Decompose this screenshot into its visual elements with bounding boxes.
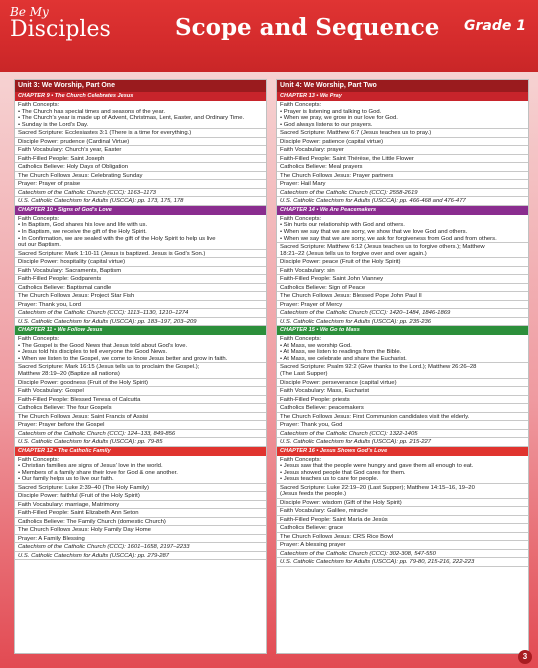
row-text: • Jesus showed people that God cares for them.: [280, 469, 406, 476]
table-row: [15, 250, 266, 259]
row-text: Faith Concepts:: [18, 336, 60, 343]
table-row: [15, 509, 266, 518]
row-text: • Our family helps us to live our faith.: [18, 476, 114, 483]
table-row: [277, 533, 528, 542]
row-text: Faith Concepts:: [18, 102, 60, 108]
row-text: Sacred Scripture: Luke 22:19–20 (Last Supper); Matthew 14:15–16, 19–20: [280, 484, 475, 491]
row-text: Catholics Believe: The Family Church (domestic Church): [18, 518, 166, 525]
row-text: Catechism of the Catholic Church (CCC): 2558-2619: [280, 189, 418, 196]
row-text: Prayer: Prayer of Mercy: [280, 301, 343, 308]
row-text: Catholics Believe: Baptismal candle: [18, 284, 112, 291]
chapter-heading: CHAPTER 11 • We Follow Jesus: [15, 326, 266, 335]
row-text: The Church Follows Jesus: CRS Rice Bowl: [280, 533, 393, 540]
row-text: U.S. Catholic Catechism for Adults (USCCA): pp. 183–197, 203–209: [18, 318, 197, 325]
row-text: Disciple Power: prudence (Cardinal Virtue): [18, 138, 130, 145]
row-text: Faith-Filled People: priests: [280, 396, 350, 403]
table-row: [15, 309, 266, 318]
row-text: The Church Follows Jesus: Prayer partners: [280, 172, 394, 179]
table-row: [15, 163, 266, 172]
table-row: [277, 189, 528, 198]
table-row: [15, 189, 266, 198]
table-row: [15, 172, 266, 181]
table-row: [15, 456, 266, 484]
table-row: [277, 215, 528, 243]
chapter-heading: CHAPTER 13 • We Pray: [277, 92, 528, 101]
table-row: [15, 318, 266, 327]
header-banner: [0, 0, 538, 72]
row-text: Faith Concepts:: [280, 456, 322, 463]
table-row: [15, 146, 266, 155]
table-row: [15, 258, 266, 267]
row-text: Faith Vocabulary: Galilee, miracle: [280, 508, 368, 515]
table-row: [277, 138, 528, 147]
row-text: Sacred Scripture: Psalm 92:2 (Give thanks to the Lord.); Matthew 26:26–28: [280, 364, 477, 371]
table-row: [15, 301, 266, 310]
row-text: Prayer: A Family Blessing: [18, 535, 85, 542]
row-text: Catholics Believe: The four Gospels: [18, 405, 112, 412]
table-row: [277, 180, 528, 189]
table-row: [277, 335, 528, 363]
row-text: • Members of a family share their love for God & one another.: [18, 469, 178, 476]
row-text: • In Confirmation, we are sealed with the gift of the Holy Spirit to help us live: [18, 235, 216, 242]
row-text: (Jesus feeds the people.): [280, 491, 347, 498]
row-text: • When we say that we are sorry, we ask for forgiveness from God and from others.: [280, 235, 497, 242]
row-text: • When we say that we are sorry, we show that we love God and others.: [280, 228, 468, 235]
table-row: [277, 267, 528, 276]
chapter-heading: CHAPTER 10 • Signs of God’s Love: [15, 206, 266, 215]
row-text: U.S. Catholic Catechism for Adults (USCCA): pp. 79-85: [18, 439, 163, 446]
row-text: • Jesus saw that the people were hungry and gave them all enough to eat.: [280, 463, 474, 470]
table-row: [277, 541, 528, 550]
chapter-heading: CHAPTER 16 • Jesus Shows God’s Love: [277, 447, 528, 456]
row-text: out our Baptism.: [18, 242, 61, 249]
row-text: Catholics Believe: Meal prayers: [280, 164, 363, 171]
row-text: Disciple Power: patience (capital virtue): [280, 138, 384, 145]
row-text: Matthew 28:19–20 (Baptize all nations): [18, 371, 120, 378]
table-row: [15, 129, 266, 138]
table-row: [277, 524, 528, 533]
row-text: Prayer: Thank you, Lord: [18, 301, 82, 308]
be-my-disciples-logo: [10, 6, 111, 42]
row-text: Catechism of the Catholic Church (CCC): 1113–1130, 1210–1274: [18, 310, 189, 317]
row-text: Disciple Power: perseverance (capital virtue): [280, 379, 397, 386]
table-row: [15, 138, 266, 147]
row-text: • The Gospel is the Good News that Jesus told about God’s love.: [18, 342, 188, 349]
row-text: The Church Follows Jesus: Holy Family Day Home: [18, 527, 151, 534]
row-text: Disciple Power: hospitality (capital virtue): [18, 259, 126, 266]
table-row: [277, 129, 528, 138]
row-text: U.S. Catholic Catechism for Adults (USCCA): pp. 235-236: [280, 318, 432, 325]
table-row: [15, 101, 266, 129]
table-row: [277, 413, 528, 422]
table-row: [277, 318, 528, 327]
row-text: Prayer: Prayer before the Gospel: [18, 422, 105, 429]
table-row: [15, 284, 266, 293]
table-row: [277, 396, 528, 405]
row-text: Faith-Filled People: Saint María de Jesús: [280, 516, 388, 523]
table-row: [15, 215, 266, 250]
row-text: Catechism of the Catholic Church (CCC): 302-308, 547-550: [280, 550, 436, 557]
row-text: • The Church’s year is made up of Advent, Christmas, Lent, Easter, and Ordinary Time.: [18, 115, 245, 122]
table-row: [15, 363, 266, 378]
row-text: • When we pray, we grow in our love for God.: [280, 115, 398, 122]
chapter-heading: CHAPTER 9 • The Church Celebrates Jesus: [15, 92, 266, 101]
row-text: Catholics Believe: Sign of Peace: [280, 284, 366, 291]
row-text: Catechism of the Catholic Church (CCC): 1322-1405: [280, 430, 418, 437]
row-text: Catholics Believe: Holy Days of Obligation: [18, 164, 129, 171]
row-text: Faith-Filled People: Saint Thérèse, the Little Flower: [280, 155, 414, 162]
table-row: [15, 292, 266, 301]
row-text: Faith-Filled People: Saint John Vianney: [280, 276, 384, 283]
table-row: [277, 309, 528, 318]
row-text: The Church Follows Jesus: Project Star Fish: [18, 293, 135, 300]
table-row: [277, 516, 528, 525]
table-row: [277, 421, 528, 430]
row-text: 18:21–22 (Jesus tells us to forgive over and over again.): [280, 250, 427, 257]
row-text: • In Baptism, we receive the gift of the Holy Spirit.: [18, 228, 147, 235]
row-text: Catholics Believe: peacemakers: [280, 405, 364, 412]
table-row: [15, 387, 266, 396]
row-text: Sacred Scripture: Ecclesiastes 3:1 (There is a time for everything.): [18, 130, 192, 137]
table-row: [277, 558, 528, 567]
unit-heading: Unit 4: We Worship, Part Two: [277, 80, 528, 92]
row-text: Faith Vocabulary: Mass, Eucharist: [280, 388, 370, 395]
table-row: [15, 543, 266, 552]
row-text: Prayer: Thank you, God: [280, 422, 343, 429]
row-text: Catechism of the Catholic Church (CCC): 1601–1658, 2197–2233: [18, 544, 190, 551]
row-text: U.S. Catholic Catechism for Adults (USCCA): pp. 173, 175, 178: [18, 198, 184, 205]
table-row: [15, 396, 266, 405]
row-text: Faith-Filled People: Saint Joseph: [18, 155, 105, 162]
row-text: Disciple Power: goodness (Fruit of the Holy Spirit): [18, 379, 148, 386]
row-text: Faith Vocabulary: prayer: [280, 147, 344, 154]
row-text: Catechism of the Catholic Church (CCC): 1420–1484, 1846-1869: [280, 310, 451, 317]
row-text: Faith Vocabulary: Church’s year, Easter: [18, 147, 122, 154]
row-text: Disciple Power: peace (Fruit of the Holy Spirit): [280, 259, 401, 266]
row-text: Sacred Scripture: Mark 16:15 (Jesus tells us to proclaim the Gospel.);: [18, 364, 200, 371]
row-text: Faith Vocabulary: marriage, Matrimony: [18, 501, 120, 508]
table-row: [15, 267, 266, 276]
row-text: Faith Concepts:: [18, 215, 60, 222]
row-text: • Prayer is listening and talking to God.: [280, 108, 382, 115]
row-text: • Jesus teaches us to care for people.: [280, 476, 379, 483]
row-text: Faith-Filled People: Godparents: [18, 276, 102, 283]
table-row: [277, 363, 528, 378]
page-number: 3: [518, 650, 532, 664]
row-text: Faith-Filled People: Blessed Teresa of Calcutta: [18, 396, 141, 403]
row-text: Faith-Filled People: Saint Elizabeth Ann Seton: [18, 510, 139, 517]
table-row: [15, 518, 266, 527]
row-text: Faith Concepts:: [18, 456, 60, 463]
row-text: • When we listen to the Gospel, we come to know Jesus better and grow in faith.: [18, 355, 228, 362]
row-text: U.S. Catholic Catechism for Adults (USCCA): pp. 279-287: [18, 552, 170, 559]
table-row: [15, 379, 266, 388]
table-row: [277, 387, 528, 396]
table-row: [277, 284, 528, 293]
table-row: [15, 501, 266, 510]
table-row: [277, 197, 528, 206]
row-text: Sacred Scripture: Matthew 6:7 (Jesus teaches us to pray.): [280, 130, 432, 137]
row-text: • At Mass, we celebrate and share the Eucharist.: [280, 355, 407, 362]
table-row: [15, 526, 266, 535]
row-text: • At Mass, we listen to readings from the Bible.: [280, 349, 402, 356]
table-row: [277, 243, 528, 258]
table-row: [15, 335, 266, 363]
row-text: The Church Follows Jesus: Celebrating Sunday: [18, 172, 143, 179]
row-text: • Christian families are signs of Jesus’ love in the world.: [18, 463, 163, 470]
table-row: [15, 535, 266, 544]
table-row: [277, 484, 528, 499]
table-row: [277, 379, 528, 388]
row-text: U.S. Catholic Catechism for Adults (USCCA): pp. 79-80, 215-216, 222-223: [280, 559, 475, 566]
unit-heading: Unit 3: We Worship, Part One: [15, 80, 266, 92]
table-row: [15, 430, 266, 439]
table-row: [15, 404, 266, 413]
unit-3-column: [14, 79, 267, 654]
table-row: [277, 301, 528, 310]
table-row: [15, 413, 266, 422]
logo-top-text: Be My: [10, 5, 49, 19]
table-row: [15, 197, 266, 206]
row-text: U.S. Catholic Catechism for Adults (USCCA): pp. 466-468 and 476-477: [280, 198, 466, 205]
row-text: Faith Concepts:: [280, 336, 322, 343]
row-text: The Church Follows Jesus: Blessed Pope John Paul II: [280, 293, 422, 300]
row-text: (The Last Supper): [280, 371, 328, 378]
table-row: [277, 507, 528, 516]
row-text: Catechism of the Catholic Church (CCC): 1163–1173: [18, 189, 156, 196]
table-row: [277, 292, 528, 301]
table-row: [15, 275, 266, 284]
row-text: Faith Concepts:: [280, 215, 322, 222]
row-text: • In Baptism, God shares his love and life with us.: [18, 222, 148, 229]
chapter-heading: CHAPTER 15 • We Go to Mass: [277, 326, 528, 335]
table-row: [277, 499, 528, 508]
row-text: Sacred Scripture: Matthew 6:12 (Jesus teaches us to forgive others.); Matthew: [280, 244, 485, 251]
row-text: Catholics Believe: grace: [280, 525, 344, 532]
row-text: Prayer: Hail Mary: [280, 181, 326, 188]
grade-label: Grade 1: [464, 18, 526, 34]
row-text: • God always listens to our prayers.: [280, 121, 373, 128]
table-row: [277, 163, 528, 172]
row-text: • Sin hurts our relationship with God and others.: [280, 222, 405, 229]
row-text: • Sunday is the Lord’s Day.: [18, 121, 89, 128]
table-row: [277, 430, 528, 439]
table-row: [277, 258, 528, 267]
row-text: Prayer: A blessing prayer: [280, 542, 346, 549]
row-text: Faith Vocabulary: Sacraments, Baptism: [18, 267, 122, 274]
table-row: [277, 438, 528, 447]
row-text: Disciple Power: faithful (Fruit of the Holy Spirit): [18, 493, 140, 500]
table-row: [277, 172, 528, 181]
row-text: The Church Follows Jesus: First Communion candidates visit the elderly.: [280, 413, 470, 420]
table-row: [277, 404, 528, 413]
row-text: Disciple Power: wisdom (Gift of the Holy Spirit): [280, 499, 402, 506]
table-row: [15, 438, 266, 447]
chapter-heading: CHAPTER 12 • The Catholic Family: [15, 447, 266, 456]
page-title: Scope and Sequence: [175, 14, 440, 41]
chapter-heading: CHAPTER 14 • We Are Peacemakers: [277, 206, 528, 215]
row-text: Prayer: Prayer of praise: [18, 181, 81, 188]
table-row: [277, 275, 528, 284]
row-text: Sacred Scripture: Luke 2:39–40 (The Holy Family): [18, 484, 149, 491]
table-row: [277, 550, 528, 559]
table-row: [277, 155, 528, 164]
row-text: Faith Concepts:: [280, 102, 322, 108]
unit-4-column: [276, 79, 529, 654]
row-text: • At Mass, we worship God.: [280, 342, 352, 349]
row-text: Catechism of the Catholic Church (CCC): 124–133, 849-856: [18, 430, 176, 437]
table-row: [15, 492, 266, 501]
logo-main-text: Disciples: [10, 17, 111, 42]
table-row: [277, 101, 528, 129]
table-row: [15, 421, 266, 430]
row-text: The Church Follows Jesus: Saint Francis of Assisi: [18, 413, 149, 420]
table-row: [15, 484, 266, 493]
table-row: [15, 155, 266, 164]
row-text: Faith Vocabulary: sin: [280, 267, 335, 274]
row-text: Faith Vocabulary: Gospel: [18, 388, 84, 395]
table-row: [15, 180, 266, 189]
row-text: U.S. Catholic Catechism for Adults (USCCA): pp. 215-227: [280, 439, 432, 446]
table-row: [277, 146, 528, 155]
row-text: • Jesus told his disciples to tell everyone the Good News.: [18, 349, 168, 356]
row-text: • The Church has special times and seasons of the year.: [18, 108, 166, 115]
row-text: Sacred Scripture: Mark 1:10-11 (Jesus is baptized. Jesus is God’s Son.): [18, 250, 206, 257]
table-row: [15, 552, 266, 561]
table-row: [277, 456, 528, 484]
